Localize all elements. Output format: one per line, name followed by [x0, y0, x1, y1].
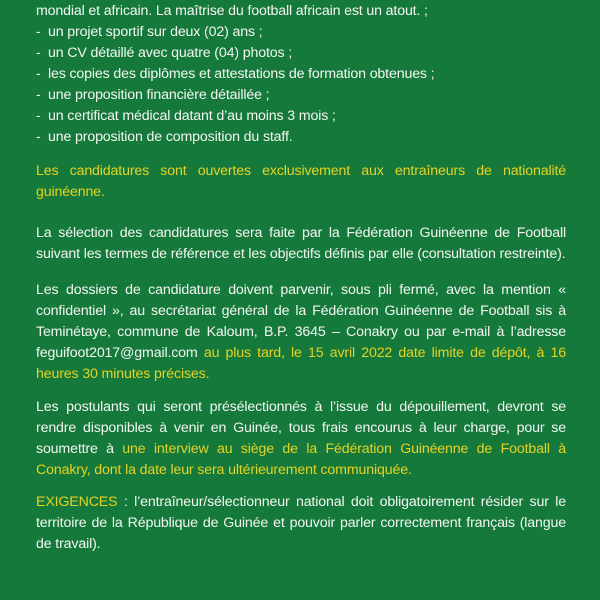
requirement-text: une proposition financière détaillée ;	[48, 87, 270, 103]
dash-bullet: -	[36, 45, 41, 61]
submission-paragraph	[36, 280, 566, 385]
dash-bullet: -	[36, 24, 41, 40]
intro-continuation-line: mondial et africain. La maîtrise du football africain est un atout. ;	[36, 3, 428, 19]
requirement-text: un projet sportif sur deux (02) ans ;	[48, 24, 263, 40]
requirement-item	[36, 85, 566, 106]
exigences-text: : l’entraîneur/sélectionneur national doit obligatoirement résider sur le territoire de la République de Guinée et pouvoir parler correctement français (langue de travail).	[36, 494, 566, 552]
selection-paragraph: La sélection des candidatures sera faite par la Fédération Guinéenne de Football suivant les termes de référence et les objectifs définis par elle (consultation restreinte).	[36, 225, 566, 262]
interview-detail-text: une interview au siège de la Fédération Guinéenne de Football à Conakry, dont la date leur sera ultérieurement communiquée.	[36, 441, 566, 478]
submission-address-text: Les dossiers de candidature doivent parvenir, sous pli fermé, avec la mention « confidentiel », au secrétariat général de la Fédération Guinéenne de Football sis à Teminétaye, commune de Kaloum, B.P. 3645 – Conakry ou par e-mail à l’adresse feguifoot2017@gmail.com	[36, 282, 566, 361]
requirement-item	[36, 22, 566, 43]
requirement-text: une proposition de composition du staff.	[48, 129, 293, 145]
exigences-paragraph	[36, 492, 566, 555]
requirement-item	[36, 106, 566, 127]
requirement-text: les copies des diplômes et attestations de formation obtenues ;	[48, 66, 435, 82]
dash-bullet: -	[36, 129, 41, 145]
requirement-text: un certificat médical datant d’au moins 3 mois ;	[48, 108, 336, 124]
interview-intro-text: Les postulants qui seront présélectionnés à l’issue du dépouillement, devront se rendre disponibles à venir en Guinée, tous frais encourus à leur charge, pour se soumettre à	[36, 399, 566, 457]
dash-bullet: -	[36, 87, 41, 103]
requirement-item	[36, 64, 566, 85]
submission-deadline-text: au plus tard, le 15 avril 2022 date limite de dépôt, à 16 heures 30 minutes précises.	[36, 345, 566, 382]
dash-bullet: -	[36, 108, 41, 124]
requirement-item	[36, 43, 566, 64]
eligibility-paragraph: Les candidatures sont ouvertes exclusivement aux entraîneurs de nationalité guinéenne.	[36, 163, 566, 200]
dash-bullet: -	[36, 66, 41, 82]
application-requirements-list	[36, 22, 566, 148]
interview-paragraph	[36, 397, 566, 481]
exigences-label: EXIGENCES	[36, 494, 118, 510]
requirement-text: un CV détaillé avec quatre (04) photos ;	[48, 45, 293, 61]
requirement-item	[36, 127, 566, 148]
